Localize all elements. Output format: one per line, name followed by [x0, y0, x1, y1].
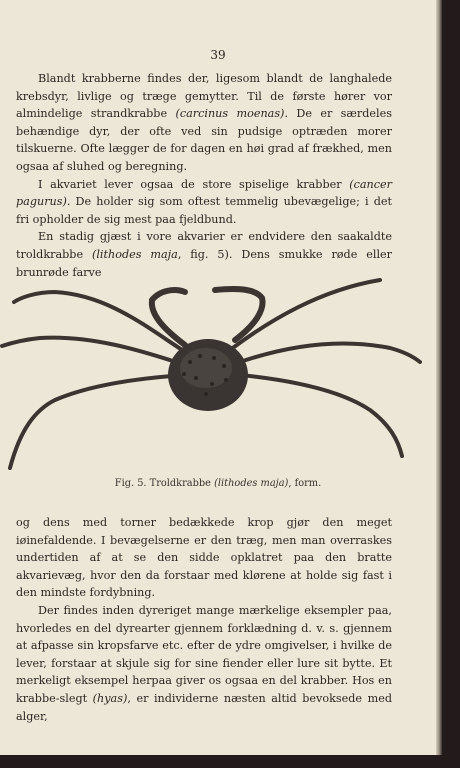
paragraph [16, 602, 392, 725]
text-run: . De er særdeles behændige dyr, der ofte ved sin pudsige optræden morer tilskuerne. Ofte lægger de for dagen en høi grad af frækhed, men ogsaa af sluhed og beregning. [16, 107, 392, 173]
page-number: 39 [210, 48, 226, 62]
page-edge [436, 0, 442, 755]
crab-illustration [0, 270, 436, 470]
text-run: og dens med torner bedækkede krop gjør den meget iøinefaldende. I bevægelserne er den træg, men man overraskes undertiden af at se den sidde opklatret paa den bratte akvarievæg, hvor den da forstaar med klørene at holde sig fast i den mindste fordybning. [16, 516, 392, 600]
bottom-text [16, 514, 392, 725]
paragraph [16, 70, 392, 176]
species-name: (carcinus moenas) [175, 107, 285, 121]
text-run: I akvariet lever ogsaa de store spiselige krabber [38, 177, 350, 191]
text-run: . De holder sig som oftest temmelig ubevægelige; i det fri opholder de sig mest paa fjeldbund. [16, 195, 392, 226]
caption-species: (lithodes maja) [214, 478, 289, 489]
text-run: Der findes inden dyreriget mange mærkelige eksempler paa, hvorledes en del dyrearter gjennem forklædning d. v. s. gjennem at afpasse sin kropsfarve etc. efter de ydre omgivelser, i hvilke de lever, forstaar at skjule sig for sine fiender eller lure sit bytte. Et merkeligt eksempel herpaa giver os ogsaa en del krabber. Hos en krabbe-slegt [16, 603, 392, 705]
figure-caption [0, 478, 436, 489]
paragraph [16, 176, 392, 229]
text-run: Blandt krabberne findes der, ligesom blandt de langhalede krebsdyr, livlige og træge gemytter. Til de første hører vor almindelige strandkrabbe [16, 72, 392, 121]
top-text [16, 70, 392, 281]
text-run: En stadig gjæst i vore akvarier er endvidere den saakaldte troldkrabbe [16, 230, 392, 261]
figure-troldkrabbe [0, 270, 436, 470]
text-run: , er individerne næsten altid bevoksede med alger, [16, 691, 392, 723]
caption-prefix: Fig. 5. Troldkrabbe [114, 478, 215, 489]
species-name: (lithodes maja [91, 247, 178, 261]
species-name: (hyas) [92, 691, 128, 705]
paragraph [16, 514, 392, 602]
species-name: (cancer pagurus) [16, 177, 392, 209]
text-run: , fig. 5). Dens smukke røde eller brunrøde farve [16, 247, 392, 279]
caption-suffix: , form. [288, 478, 322, 489]
